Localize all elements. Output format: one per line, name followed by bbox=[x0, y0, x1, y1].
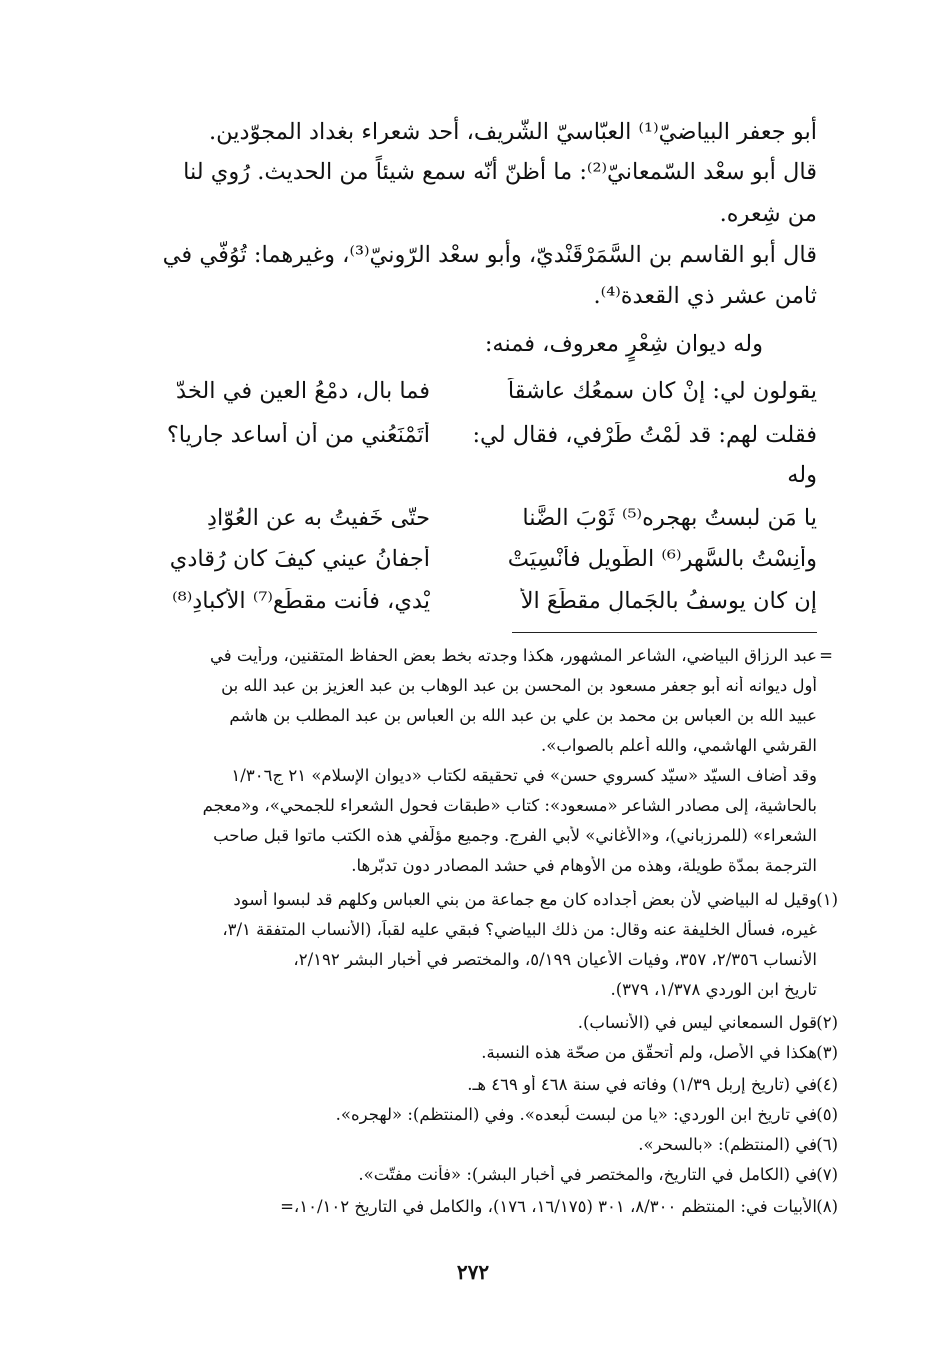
footnote-line: وقيل له البياضي لأن بعض أجداده كان مع جماعة من بني العباس وكلهم قد لبسوا أسود bbox=[233, 890, 817, 909]
footnote-number: (٥) bbox=[816, 1105, 838, 1124]
footnote-line: الأبيات في: المنتظم ٨/٣٠٠، ٣٠١ (١٦/١٧٥، ١٧٦)، والكامل في التاريخ ١٠/١٠٢،= bbox=[280, 1197, 817, 1216]
footnote-line: تاريخ ابن الوردي ١/٣٧٨، ٣٧٩). bbox=[610, 980, 817, 999]
footnote-number: (٢) bbox=[816, 1013, 838, 1032]
paragraph: ثامن عشر ذي القعدة⁽⁴⁾. bbox=[593, 283, 817, 309]
paragraph: من شِعره. bbox=[719, 201, 817, 227]
footnote-line: هكذا في الأصل، ولم أتحقّق من صحّة هذه النسبة. bbox=[481, 1043, 817, 1062]
footnote-line: في (الكامل في التاريخ، والمختصر في أخبار البشر): «فأنت مفتّت». bbox=[358, 1165, 817, 1184]
footnote-number: (٦) bbox=[816, 1135, 838, 1154]
footnote-line: في (تاريخ إربل ١/٣٩) وفاته في سنة ٤٦٨ أو ٤٦٩ هـ. bbox=[467, 1075, 817, 1094]
footnote-line: في تاريخ ابن الوردي: «يا من لبست لُبعده». وفي (المنتظم): «لهجره». bbox=[335, 1105, 817, 1124]
verse-second-hemistich: أجفانُ عيني كيفَ كان رُقادي bbox=[169, 546, 430, 572]
footnote-line: قول السمعاني ليس في (الأنساب). bbox=[577, 1013, 817, 1032]
verse-first-hemistich: يا مَن لبستُ بهجره⁽⁵⁾ ثَوْبَ الضَّنا bbox=[522, 505, 817, 531]
footnote-line: عبيد الله بن العباس بن محمد بن علي بن عبد الله بن العباس بن عبد المطلب بن هاشم bbox=[229, 706, 817, 725]
paragraph: وله ديوان شِعْرٍ معروف، فمنه: bbox=[484, 331, 763, 357]
footnote-line: الترجمة بمدّة طويلة، وهذه من الأوهام في حشد المصادر دون تدبّرها. bbox=[351, 856, 817, 875]
continuation-mark: = bbox=[819, 646, 833, 665]
footnote-line: القرشي الهاشمي، والله أعلم بالصواب». bbox=[540, 736, 817, 755]
footnote-number: (٨) bbox=[816, 1197, 838, 1216]
footnote-number: (٤) bbox=[816, 1075, 838, 1094]
footnote-number: (٧) bbox=[816, 1165, 838, 1184]
verse-first-hemistich: إن كان يوسفُ بالجَمالِ مقطِّعَ الأ bbox=[520, 588, 817, 614]
section-label: وله bbox=[787, 462, 817, 488]
verse-first-hemistich: وأنِسْتُ بالسَّهر⁽⁶⁾ الطّويل فأُنْسِيَتْ bbox=[507, 546, 817, 572]
verse-first-hemistich: يقولون لي: إنْ كان سمعُك عاشقاً bbox=[507, 378, 817, 404]
paragraph: أبو جعفر البياضيّ⁽¹⁾ العبّاسيّ الشّريف، أحد شعراء بغداد المجوّدين. bbox=[209, 119, 817, 145]
verse-second-hemistich: يْدي، فأنت مقطِّع⁽⁷⁾ الأكبادِ⁽⁸⁾ bbox=[172, 588, 430, 614]
footnote-line: وقد أضاف السيّد «سيّد كسروي حسن» في تحقيقه لكتاب «ديوان الإسلام» ٢١ ج١/٣٠٦ bbox=[231, 766, 817, 785]
footnote-number: (٣) bbox=[816, 1043, 838, 1062]
footnote-number: (١) bbox=[816, 890, 838, 909]
verse-second-hemistich: حتّى خَفيتُ به عن العُوّادِ bbox=[207, 505, 430, 531]
footnote-line: عبد الرزاق البياضي، الشاعر المشهور، هكذا وجدته بخط بعض الحفاظ المتقنين، ورأيت في bbox=[210, 646, 817, 665]
paragraph: قال أبو القاسم بن السَّمَرْقَنْديّ، وأبو سعْد الرّونيّ⁽³⁾، وغيرهما: تُوُفّي في bbox=[162, 242, 817, 268]
footnote-line: في (المنتظم): «بالسحر». bbox=[638, 1135, 817, 1154]
paragraph: قال أبو سعْد السّمعانيّ⁽²⁾: ما أظنّ أنّه سمع شيئاً من الحديث. رُوي لنا bbox=[183, 159, 817, 185]
verse-second-hemistich: أتَمْنَعُني من أن أساعد جاريا؟ bbox=[166, 422, 430, 448]
verse-first-hemistich: فقلت لهم: قد لُمْتُ طَرْفي، فقال لي: bbox=[472, 422, 817, 448]
footnote-line: الشعراء» (للمرزباني)، و«الأغاني» لأبي الفرج. وجميع مؤلّفي هذه الكتب ماتوا قبل صاحب bbox=[213, 826, 817, 845]
footnote-divider bbox=[512, 632, 817, 633]
footnote-line: غيره، فسأل الخليفة عنه وقال: من ذلك البياضي؟ فبقي عليه لقباً، (الأنساب المتفقة ٣/١، bbox=[222, 920, 817, 939]
footnote-line: الأنساب ٢/٣٥٦، ٣٥٧، وفيات الأعيان ٥/١٩٩، والمختصر في أخبار البشر ٢/١٩٢، bbox=[293, 950, 817, 969]
verse-second-hemistich: فما بال، دمْعُ العينِ في الخدّ bbox=[176, 378, 430, 404]
page-number: ٢٧٢ bbox=[456, 1260, 490, 1284]
footnote-line: أول ديوانه أنه أبو جعفر مسعود بن المحسن بن عبد الوهاب بن عبد العزيز بن عبد الله بن bbox=[221, 676, 817, 695]
footnote-line: بالحاشية، إلى مصادر الشاعر «مسعود»: كتاب «طبقات فحول الشعراء للجمحي»، و«معجم bbox=[202, 796, 817, 815]
